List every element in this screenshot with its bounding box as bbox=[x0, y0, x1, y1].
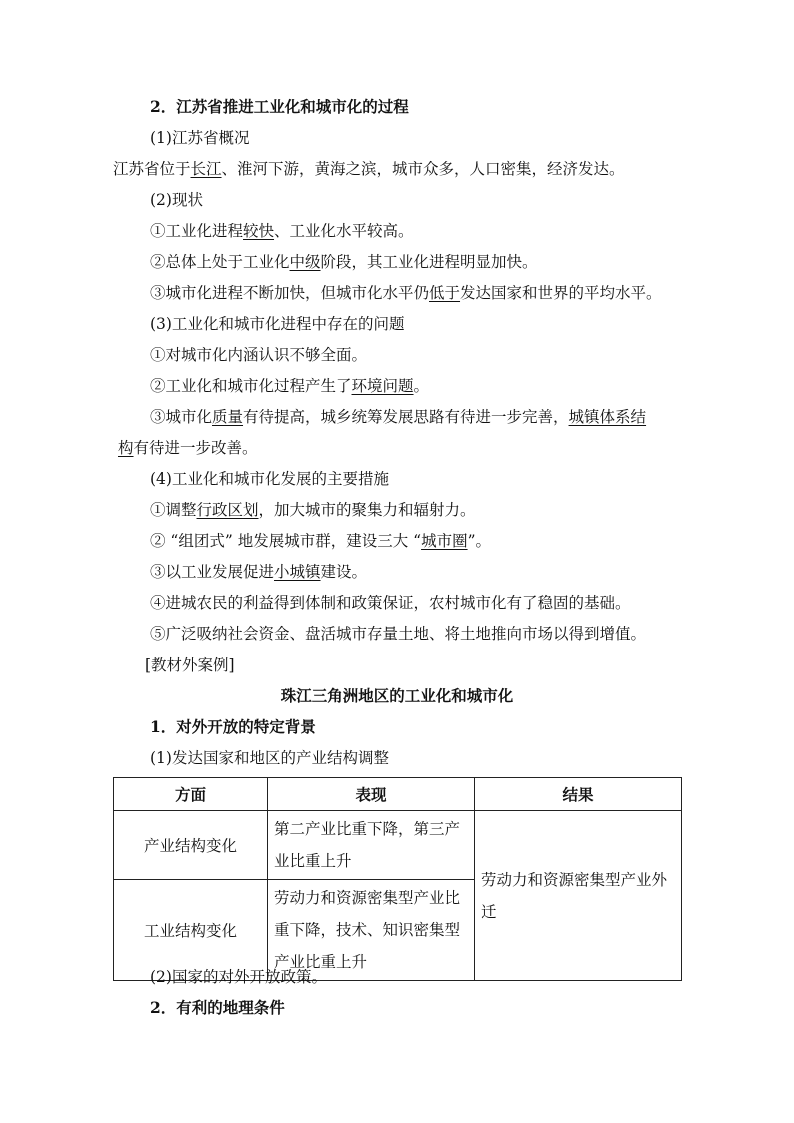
table-cell-performance: 劳动力和资源密集型产业比重下降，技术、知识密集型产业比重上升 bbox=[268, 880, 475, 981]
measures-heading: (4)工业化和城市化发展的主要措施 bbox=[150, 470, 389, 488]
table-cell-performance: 第二产业比重下降，第三产业比重上升 bbox=[268, 811, 475, 880]
table-row bbox=[114, 811, 682, 880]
industry-structure-table bbox=[113, 777, 682, 981]
table-cell-aspect: 工业结构变化 bbox=[114, 880, 268, 981]
status-item-2: ②总体上处于工业化中级阶段，其工业化进程明显加快。 bbox=[150, 253, 538, 271]
table-header-cell: 方面 bbox=[114, 778, 268, 811]
table-header-row bbox=[114, 778, 682, 811]
overview-heading: (1)江苏省概况 bbox=[150, 129, 250, 147]
measures-item-3: ③以工业发展促进小城镇建设。 bbox=[150, 563, 368, 581]
case-label: [教材外案例] bbox=[145, 656, 235, 674]
status-item-3: ③城市化进程不断加快，但城市化水平仍低于发达国家和世界的平均水平。 bbox=[150, 284, 662, 302]
problems-item-3: ③城市化质量有待提高，城乡统筹发展思路有待进一步完善，城镇体系结 bbox=[150, 408, 647, 426]
conditions-heading: 2．有利的地理条件 bbox=[150, 998, 285, 1017]
background-heading: 1．对外开放的特定背景 bbox=[150, 717, 316, 736]
measures-item-2: ② “组团式” 地发展城市群，建设三大 “城市圈”。 bbox=[150, 532, 492, 550]
section-heading: 2．江苏省推进工业化和城市化的过程 bbox=[150, 97, 409, 116]
background-sub-1: (1)发达国家和地区的产业结构调整 bbox=[150, 749, 389, 767]
measures-item-1: ①调整行政区划，加大城市的聚集力和辐射力。 bbox=[150, 501, 476, 519]
table-cell-result: 劳动力和资源密集型产业外迁 bbox=[475, 811, 682, 981]
problems-item-1: ①对城市化内涵认识不够全面。 bbox=[150, 346, 368, 364]
table-cell-aspect: 产业结构变化 bbox=[114, 811, 268, 880]
measures-item-5: ⑤广泛吸纳社会资金、盘活城市存量土地、将土地推向市场以得到增值。 bbox=[150, 625, 647, 643]
background-sub-2: (2)国家的对外开放政策。 bbox=[150, 968, 327, 986]
case-title: 珠江三角洲地区的工业化和城市化 bbox=[280, 686, 514, 705]
status-item-1: ①工业化进程较快、工业化水平较高。 bbox=[150, 222, 414, 240]
problems-item-3-cont: 构有待进一步改善。 bbox=[118, 439, 258, 457]
table-header-cell: 表现 bbox=[268, 778, 475, 811]
status-heading: (2)现状 bbox=[150, 191, 203, 209]
table-header-cell: 结果 bbox=[475, 778, 682, 811]
overview-paragraph: 江苏省位于长江、淮河下游，黄海之滨，城市众多，人口密集，经济发达。 bbox=[113, 160, 625, 178]
problems-item-2: ②工业化和城市化过程产生了环境问题。 bbox=[150, 377, 430, 395]
problems-heading: (3)工业化和城市化进程中存在的问题 bbox=[150, 315, 405, 333]
measures-item-4: ④进城农民的利益得到体制和政策保证，农村城市化有了稳固的基础。 bbox=[150, 594, 631, 612]
